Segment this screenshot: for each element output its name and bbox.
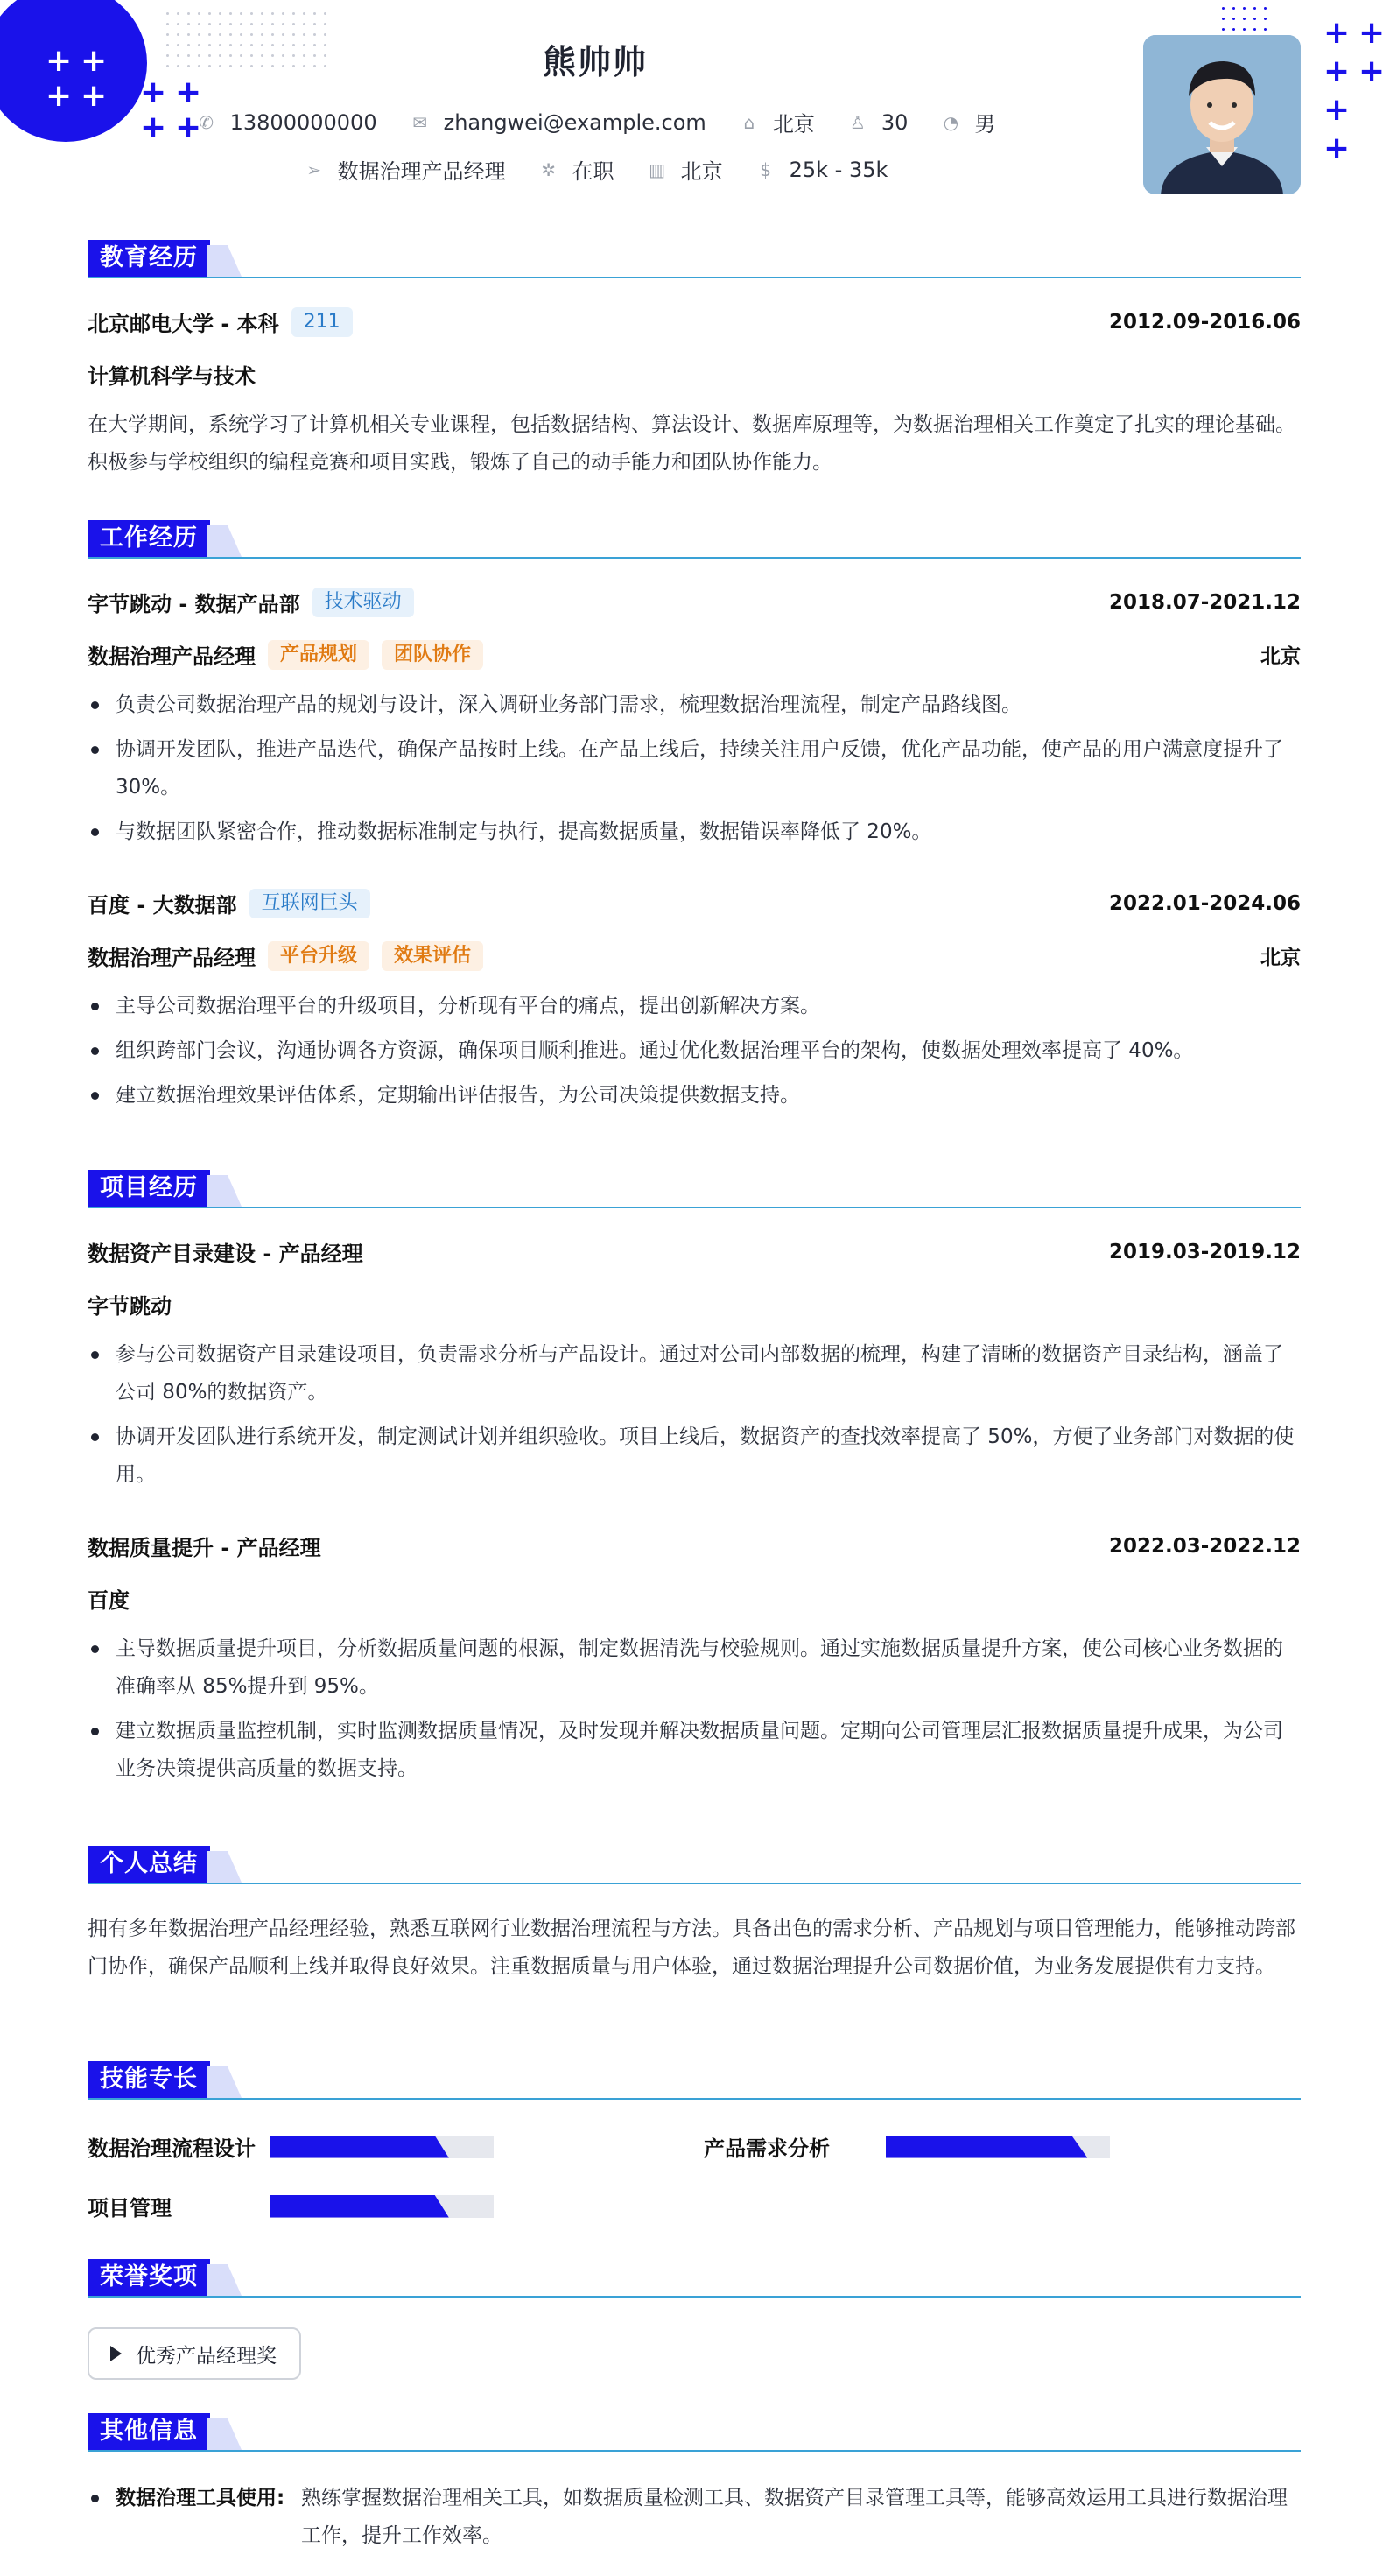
contact-gender: ◔ 男 [939, 107, 995, 137]
list-item: 协调开发团队，推进产品迭代，确保产品按时上线。在产品上线后，持续关注用户反馈，优化产品功能，使产品的用户满意度提升了 30%。 [88, 731, 1301, 806]
major-row [88, 359, 1301, 390]
section-header [88, 1170, 1301, 1208]
project-org: 字节跳动 [88, 1294, 172, 1319]
section-title-decoration [207, 2264, 242, 2296]
decorative-dot [303, 23, 305, 25]
skill-name: 数据治理流程设计 [88, 2136, 256, 2161]
decorative-dot [177, 23, 179, 25]
plus-icon: + [1323, 92, 1351, 128]
section-header [88, 520, 1301, 559]
education-section [88, 240, 1301, 474]
list-item: 主导公司数据治理平台的升级项目，分析现有平台的痛点，提出创新解决方案。 [88, 988, 1301, 1025]
phone-icon: ✆ [199, 111, 214, 133]
contact-city: ⌂ 北京 [738, 107, 815, 137]
other-info-item [88, 2480, 1301, 2555]
decorative-dot [1243, 28, 1246, 31]
major: 计算机科学与技术 [88, 364, 256, 389]
decorative-dot [166, 23, 169, 25]
skill-level-fill [886, 2136, 1087, 2158]
section-title-decoration [207, 1175, 242, 1207]
decorative-dot [1232, 7, 1235, 10]
summary-text: 拥有多年数据治理产品经理经验，熟悉互联网行业数据治理流程与方法。具备出色的需求分析、产品规划与项目管理能力，能够推动跨部门协作，确保产品顺利上线并取得良好效果。注重数据质量与用户体验，通过数据治理提升公司数据价值，为业务发展提供有力支持。 [88, 1918, 1295, 1978]
intent-city: ▥ 北京 [646, 154, 723, 185]
work-bullets [88, 988, 1301, 1122]
plus-icon: + [81, 78, 108, 114]
building-icon: ▥ [649, 158, 666, 180]
intent-salary: $ 25k - 35k [755, 158, 888, 182]
honor-item[interactable] [88, 2327, 301, 2380]
intent-position: ➢ 数据治理产品经理 [303, 154, 506, 185]
work-section [88, 520, 1301, 1107]
school-tag: 211 [291, 307, 353, 337]
gender-icon: ◔ [943, 111, 959, 133]
decorative-dot-grid [1222, 7, 1274, 39]
role-tag: 团队协作 [382, 640, 483, 670]
decorative-dot [292, 12, 295, 15]
plus-icon: + [1358, 53, 1386, 89]
role-tag: 平台升级 [268, 941, 369, 971]
decorative-dot [1232, 18, 1235, 20]
section-title-decoration [207, 2418, 242, 2450]
summary-section [88, 1846, 1301, 1978]
decorative-dot [313, 23, 316, 25]
role-tag: 效果评估 [382, 941, 483, 971]
school-name: 北京邮电大学 - 本科 [88, 312, 279, 336]
education-period: 2012.09-2016.06 [1108, 310, 1301, 334]
decorative-dot [1264, 18, 1267, 20]
decorative-dot [1253, 7, 1256, 10]
company-tag: 技术驱动 [312, 588, 414, 617]
honors-section [88, 2259, 1301, 2368]
plus-icon: + [1323, 15, 1351, 51]
contact-phone: ✆ 13800000000 [195, 110, 377, 135]
skill-level-bar [886, 2136, 1110, 2158]
decorative-dot [208, 23, 211, 25]
role-name: 数据治理产品经理 [88, 946, 256, 970]
decorative-dot [1264, 28, 1267, 31]
contact-row [0, 107, 1190, 137]
education-description: 在大学期间，系统学习了计算机相关专业课程，包括数据结构、算法设计、数据库原理等，为数据治理相关工作奠定了扎实的理论基础。积极参与学校组织的编程竞赛和项目实践，锻炼了自己的动手能力和团队协作能力。 [88, 413, 1295, 474]
section-header [88, 2259, 1301, 2298]
avatar [1143, 35, 1301, 194]
project-title: 数据资产目录建设 - 产品经理 [88, 1242, 363, 1266]
list-item: 建立数据治理效果评估体系，定期输出评估报告，为公司决策提供数据支持。 [88, 1077, 1301, 1115]
list-item: 负责公司数据治理产品的规划与设计，深入调研业务部门需求，梳理数据治理流程，制定产品路线图。 [88, 686, 1301, 724]
company-name: 百度 - 大数据部 [88, 893, 237, 918]
project-title-row [88, 1236, 1301, 1267]
candidate-name: 熊帅帅 [542, 43, 648, 81]
plus-icon: + [175, 74, 202, 110]
skill-name: 项目管理 [88, 2196, 172, 2221]
work-city: 北京 [1260, 645, 1301, 668]
list-item: 主导数据质量提升项目，分析数据质量问题的根源，制定数据清洗与校验规则。通过实施数据质量提升方案，使公司核心业务数据的准确率从 85%提升到 95%。 [88, 1630, 1301, 1706]
decorative-dot [187, 23, 190, 25]
decorative-dot [250, 12, 253, 15]
skill-level-fill [270, 2136, 449, 2158]
plus-icon: + [140, 74, 167, 110]
decorative-dot [219, 23, 221, 25]
contact-age: ♙ 30 [846, 110, 909, 135]
work-company-row [88, 888, 1301, 918]
list-item: 协调开发团队进行系统开发，制定测试计划并组织验收。项目上线后，数据资产的查找效率提高了 50%，方便了业务部门对数据的使用。 [88, 1418, 1301, 1494]
project-org-row [88, 1583, 1301, 1614]
list-item: 与数据团队紧密合作，推动数据标准制定与执行，提高数据质量，数据错误率降低了 20%。 [88, 813, 1301, 851]
project-org-row [88, 1289, 1301, 1320]
decorative-dot [1253, 18, 1256, 20]
section-header [88, 1846, 1301, 1884]
decorative-dot [271, 12, 274, 15]
age-icon: ♙ [849, 111, 866, 133]
section-title-decoration [207, 1851, 242, 1883]
decorative-dot [282, 23, 284, 25]
home-icon: ⌂ [743, 111, 755, 133]
other-info-text: 熟练掌握数据治理相关工具，如数据质量检测工具、数据资产目录管理工具等，能够高效运用工具进行数据治理工作，提升工作效率。 [301, 2487, 1288, 2547]
list-item: 组织跨部门会议，沟通协调各方资源，确保项目顺利推进。通过优化数据治理平台的架构，使数据处理效率提高了 40%。 [88, 1032, 1301, 1070]
decorative-dot [229, 12, 232, 15]
decorative-dot [187, 12, 190, 15]
avatar-portrait-icon [1143, 35, 1301, 194]
skill-level-fill [270, 2195, 449, 2218]
company-tag: 互联网巨头 [249, 889, 370, 918]
play-icon [110, 2346, 122, 2361]
other-info-label: 数据治理工具使用: [116, 2487, 285, 2509]
decorative-dot [250, 23, 253, 25]
section-title-education: 教育经历 [88, 240, 210, 277]
section-title-other: 其他信息 [88, 2413, 210, 2450]
send-icon: ➢ [306, 158, 321, 180]
plus-icon: + [1358, 15, 1386, 51]
decorative-dot [229, 23, 232, 25]
work-company-row [88, 587, 1301, 617]
decorative-dot [324, 12, 326, 15]
skill-level-bar [270, 2195, 494, 2218]
decorative-dot [1222, 7, 1225, 10]
project-bullets [88, 1630, 1301, 1795]
work-role-row [88, 940, 1301, 971]
decorative-dot [198, 23, 200, 25]
project-title-row [88, 1531, 1301, 1561]
decorative-dot [1253, 28, 1256, 31]
section-title-honors: 荣誉奖项 [88, 2259, 210, 2296]
job-intent-row [0, 154, 1190, 185]
decorative-dot [166, 12, 169, 15]
list-item: 建立数据质量监控机制，实时监测数据质量情况，及时发现并解决数据质量问题。定期向公司管理层汇报数据质量提升成果，为公司业务决策提供高质量的数据支持。 [88, 1713, 1301, 1788]
decorative-dot [177, 12, 179, 15]
list-item: 参与公司数据资产目录建设项目，负责需求分析与产品设计。通过对公司内部数据的梳理，构建了清晰的数据资产目录结构，涵盖了公司 80%的数据资产。 [88, 1336, 1301, 1411]
other-section [88, 2413, 1301, 2547]
bullet-icon [88, 2480, 116, 2555]
work-role-row [88, 639, 1301, 670]
plus-icon: + [46, 78, 73, 114]
intent-status: ✲ 在职 [537, 154, 614, 185]
education-row [88, 306, 1301, 337]
decorative-dot [240, 23, 242, 25]
work-city: 北京 [1260, 947, 1301, 969]
decorative-dot [303, 12, 305, 15]
section-title-decoration [207, 2066, 242, 2098]
section-title-summary: 个人总结 [88, 1846, 210, 1883]
decorative-dot [219, 12, 221, 15]
section-title-decoration [207, 525, 242, 557]
section-title-project: 项目经历 [88, 1170, 210, 1207]
company-name: 字节跳动 - 数据产品部 [88, 592, 300, 616]
plus-icon: + [140, 109, 167, 145]
section-header [88, 2413, 1301, 2452]
decorative-dot [324, 23, 326, 25]
decorative-dot [292, 23, 295, 25]
plus-icon: + [46, 43, 73, 79]
decorative-dot [1232, 28, 1235, 31]
section-header [88, 2061, 1301, 2100]
work-period: 2018.07-2021.12 [1108, 590, 1301, 614]
plus-icon: + [1323, 53, 1351, 89]
section-title-work: 工作经历 [88, 520, 210, 557]
mail-icon: ✉ [412, 111, 427, 133]
decorative-dot [282, 12, 284, 15]
work-period: 2022.01-2024.06 [1108, 891, 1301, 915]
skills-section [88, 2061, 1301, 2221]
section-header [88, 240, 1301, 278]
role-name: 数据治理产品经理 [88, 644, 256, 669]
plus-icon: + [175, 109, 202, 145]
section-title-skills: 技能专长 [88, 2061, 210, 2098]
project-bullets [88, 1336, 1301, 1501]
decorative-dot [271, 23, 274, 25]
decorative-dot [198, 12, 200, 15]
plus-icon: + [1323, 130, 1351, 166]
contact-email[interactable]: ✉ zhangwei@example.com [409, 110, 706, 135]
project-org: 百度 [88, 1588, 130, 1613]
decorative-dot [240, 12, 242, 15]
honor-label: 优秀产品经理奖 [136, 2344, 277, 2368]
decorative-dot [208, 12, 211, 15]
decorative-dot [313, 12, 316, 15]
role-tag: 产品规划 [268, 640, 369, 670]
decorative-dot [1243, 7, 1246, 10]
project-title: 数据质量提升 - 产品经理 [88, 1536, 321, 1560]
salary-icon: $ [760, 158, 771, 180]
skill-name: 产品需求分析 [704, 2136, 830, 2161]
section-title-decoration [207, 245, 242, 277]
project-period: 2019.03-2019.12 [1108, 1240, 1301, 1263]
status-icon: ✲ [541, 158, 556, 180]
project-period: 2022.03-2022.12 [1108, 1534, 1301, 1558]
decorative-dot [1222, 28, 1225, 31]
skill-level-bar [270, 2136, 494, 2158]
work-bullets [88, 686, 1301, 858]
decorative-dot [1243, 18, 1246, 20]
decorative-dot [1264, 7, 1267, 10]
project-section [88, 1170, 1301, 1780]
plus-icon: + [81, 43, 108, 79]
skill-item [88, 2131, 494, 2162]
skill-item [88, 2191, 494, 2221]
decorative-dot [261, 12, 263, 15]
decorative-dot [1222, 18, 1225, 20]
decorative-dot [261, 23, 263, 25]
skill-item [704, 2131, 1110, 2162]
